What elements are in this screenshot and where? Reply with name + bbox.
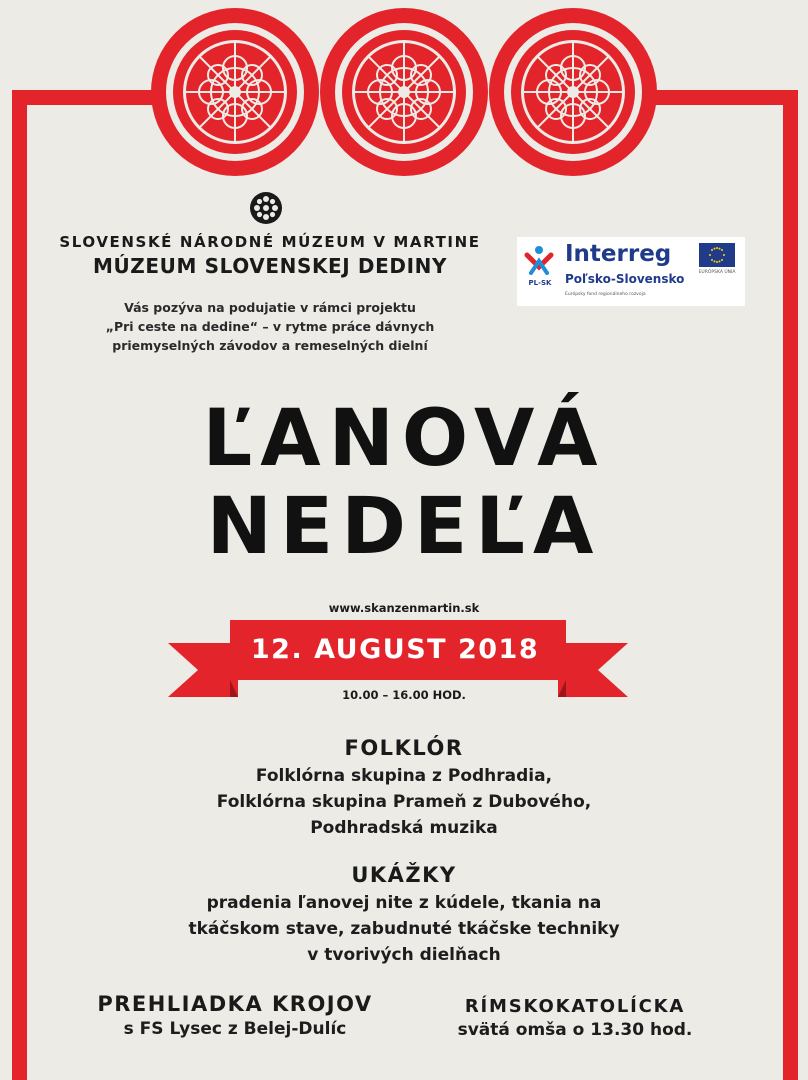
ukazky-line: pradenia ľanovej nite z kúdele, tkania na — [206, 893, 602, 913]
ukazky-section — [0, 863, 808, 968]
folklor-section — [0, 736, 808, 841]
frame-top-right-bar — [636, 90, 798, 105]
folk-rosette-icon — [319, 7, 489, 177]
museum-name-line2: MÚZEUM SLOVENSKEJ DEDINY — [92, 254, 448, 278]
folklor-line: Folklórna skupina Prameň z Dubového, — [216, 792, 592, 812]
omsa-heading: RÍMSKOKATOLÍCKA — [464, 996, 686, 1017]
event-date: 12. AUGUST 2018 — [250, 634, 540, 665]
ukazky-heading: UKÁŽKY — [351, 863, 457, 887]
invitation-line: Vás pozýva na podujatie v rámci projektu — [124, 300, 416, 315]
frame-top-left-bar — [12, 90, 172, 105]
museum-name-line1: SLOVENSKÉ NÁRODNÉ MÚZEUM V MARTINE — [59, 233, 481, 251]
interreg-fund-text: Európsky fond regionálneho rozvoja — [565, 292, 646, 297]
title-line2: NEDEĽA — [206, 482, 602, 572]
invitation-line: priemyselných závodov a remeselných dielní — [112, 338, 428, 353]
event-title — [0, 395, 808, 571]
ukazky-line: tkáčskom stave, zabudnuté tkáčske techniky — [188, 919, 620, 939]
omsa-section — [440, 996, 710, 1043]
interreg-logo — [517, 237, 745, 306]
event-hours: 10.00 – 16.00 HOD. — [342, 688, 466, 702]
folklor-line: Podhradská muzika — [310, 818, 498, 838]
folklor-line: Folklórna skupina z Podhradia, — [255, 766, 553, 786]
folklor-heading: FOLKLÓR — [344, 736, 464, 760]
invitation-line: „Pri ceste na dedine“ – v rytme práce dávnych — [105, 319, 435, 334]
folk-rosette-icon — [488, 7, 658, 177]
pl-sk-badge-icon — [523, 245, 555, 275]
prehliadka-section — [60, 992, 410, 1042]
prehliadka-heading: PREHLIADKA KROJOV — [97, 992, 373, 1016]
title-line1: ĽANOVÁ — [202, 394, 606, 484]
prehliadka-line: s FS Lysec z Belej-Dulíc — [123, 1019, 347, 1039]
folk-rosette-icon — [150, 7, 320, 177]
museum-logo-icon — [249, 191, 283, 225]
website-link[interactable]: www.skanzenmartin.sk — [328, 601, 480, 615]
omsa-line: svätá omša o 13.30 hod. — [457, 1020, 693, 1040]
eu-flag-icon — [699, 243, 735, 267]
interreg-brand: Interreg — [565, 241, 672, 267]
eu-label: EURÓPSKA ÚNIA — [698, 270, 736, 275]
interreg-subtitle: Poľsko-Slovensko — [565, 272, 685, 286]
pl-sk-label: PL-SK — [528, 279, 552, 287]
invitation-text — [60, 298, 480, 355]
ukazky-line: v tvorivých dielňach — [307, 945, 501, 965]
